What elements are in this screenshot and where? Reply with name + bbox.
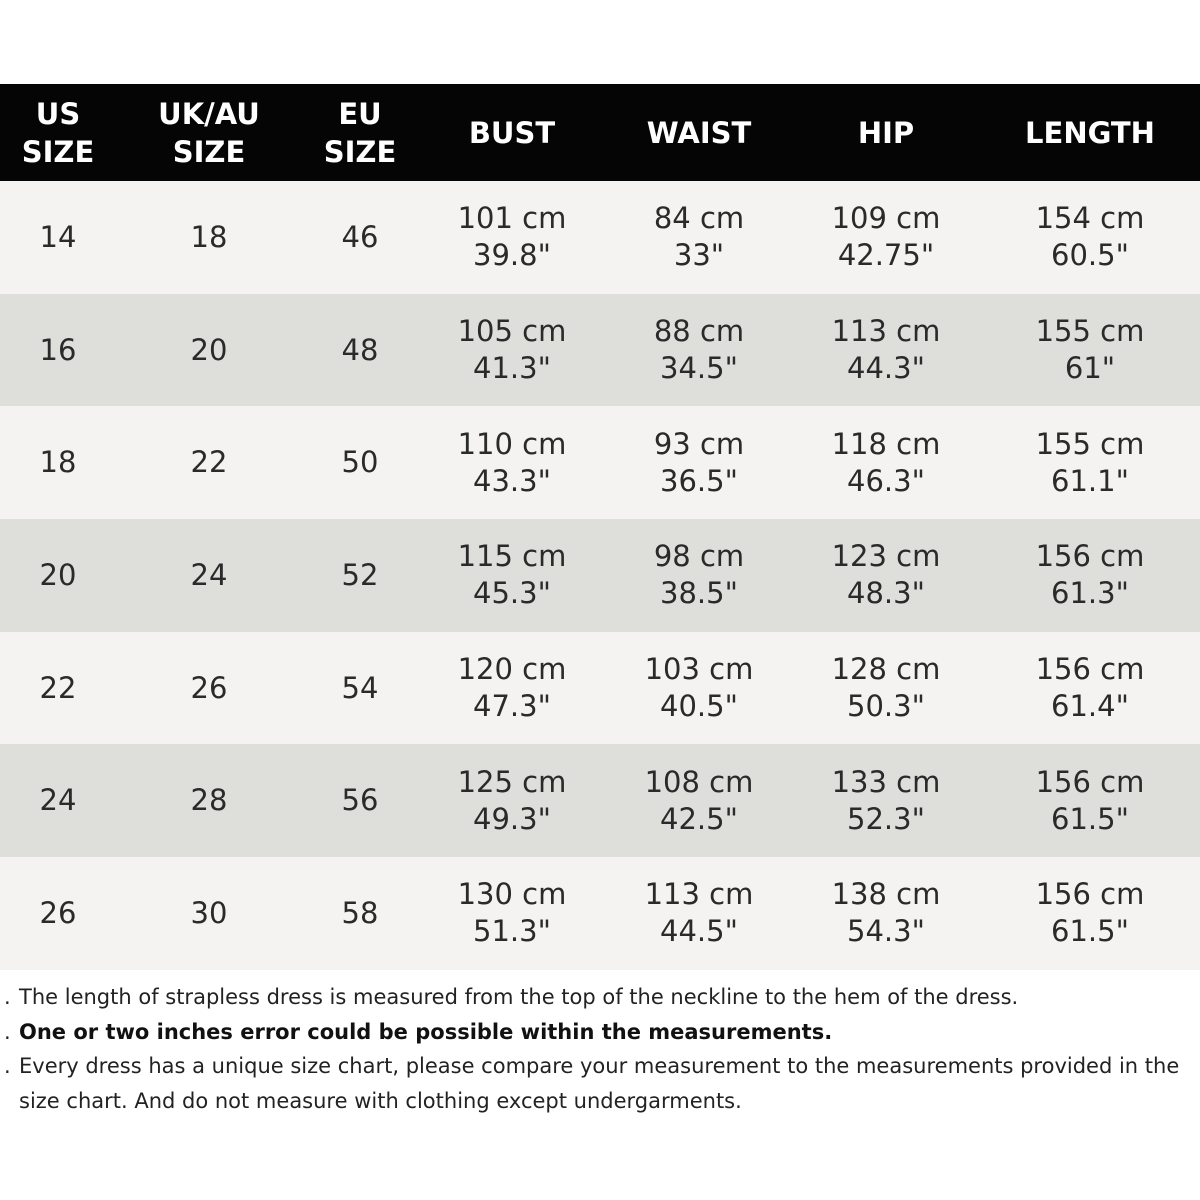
cell-length — [980, 294, 1200, 407]
note-item — [4, 980, 1184, 1015]
cell-hip — [792, 519, 980, 632]
header-waist: WAIST — [646, 115, 752, 150]
cell-waist — [606, 294, 792, 407]
cell-waist — [606, 744, 792, 857]
cell-us-size: 14 — [39, 219, 77, 254]
cell-eu-size: 46 — [341, 219, 379, 254]
table-row — [0, 181, 1200, 294]
cell-eu-size: 54 — [341, 670, 379, 705]
cell-waist-cm: 98 cm — [653, 539, 745, 574]
cell-uk-size: 30 — [190, 895, 228, 930]
cell-hip-inch: 44.3" — [847, 351, 925, 386]
cell-waist-inch: 42.5" — [660, 801, 738, 836]
cell-bust — [418, 632, 606, 745]
cell-eu-size: 58 — [341, 895, 379, 930]
cell-bust-cm: 120 cm — [457, 652, 567, 687]
cell-waist-inch: 36.5" — [660, 463, 738, 498]
cell-bust — [418, 406, 606, 519]
cell-us-size: 18 — [39, 445, 77, 480]
cell-bust — [418, 181, 606, 294]
header-us-size: US SIZE — [21, 96, 95, 169]
cell-hip-cm: 118 cm — [831, 426, 941, 461]
table-body — [0, 181, 1200, 970]
cell-length-inch: 60.5" — [1051, 238, 1129, 273]
cell-bust-cm: 110 cm — [457, 426, 567, 461]
cell-bust-cm: 101 cm — [457, 201, 567, 236]
table-row — [0, 406, 1200, 519]
cell-waist-inch: 40.5" — [660, 689, 738, 724]
cell-waist — [606, 632, 792, 745]
note-text: One or two inches error could be possible within the measurements. — [19, 1019, 833, 1044]
cell-us-size: 24 — [39, 783, 77, 818]
cell-bust-cm: 105 cm — [457, 314, 567, 349]
cell-uk-size: 22 — [190, 445, 228, 480]
cell-waist-cm: 103 cm — [644, 652, 754, 687]
cell-hip — [792, 294, 980, 407]
cell-bust-inch: 47.3" — [473, 689, 551, 724]
cell-length — [980, 744, 1200, 857]
cell-hip-cm: 133 cm — [831, 764, 941, 799]
cell-length — [980, 406, 1200, 519]
cell-eu-size: 50 — [341, 445, 379, 480]
header-uk-au-size: UK/AU SIZE — [158, 96, 260, 169]
cell-length-inch: 61" — [1064, 351, 1116, 386]
table-header-row — [0, 84, 1200, 181]
cell-waist-cm: 113 cm — [644, 877, 754, 912]
cell-hip — [792, 744, 980, 857]
cell-hip-cm: 128 cm — [831, 652, 941, 687]
table-row — [0, 744, 1200, 857]
cell-eu-size: 52 — [341, 557, 379, 592]
table-row — [0, 632, 1200, 745]
cell-waist — [606, 519, 792, 632]
cell-uk-size: 24 — [190, 557, 228, 592]
cell-length-cm: 156 cm — [1035, 877, 1145, 912]
cell-waist-cm: 84 cm — [653, 201, 745, 236]
cell-waist-inch: 38.5" — [660, 576, 738, 611]
cell-hip-cm: 109 cm — [831, 201, 941, 236]
size-chart-table — [0, 84, 1200, 970]
cell-length-cm: 154 cm — [1035, 201, 1145, 236]
cell-length-cm: 155 cm — [1035, 314, 1145, 349]
cell-us-size: 16 — [39, 332, 77, 367]
cell-hip — [792, 406, 980, 519]
cell-hip-inch: 42.75" — [837, 238, 935, 273]
cell-bust — [418, 519, 606, 632]
cell-eu-size: 56 — [341, 783, 379, 818]
cell-hip-inch: 54.3" — [847, 914, 925, 949]
bullet-icon: . — [4, 1054, 11, 1078]
cell-waist-cm: 88 cm — [653, 314, 745, 349]
cell-hip-inch: 46.3" — [847, 463, 925, 498]
cell-hip-cm: 138 cm — [831, 877, 941, 912]
header-bust: BUST — [468, 115, 556, 150]
cell-length-cm: 156 cm — [1035, 652, 1145, 687]
cell-bust-inch: 41.3" — [473, 351, 551, 386]
cell-length-cm: 155 cm — [1035, 426, 1145, 461]
cell-hip-inch: 50.3" — [847, 689, 925, 724]
cell-us-size: 26 — [39, 895, 77, 930]
cell-length-inch: 61.4" — [1051, 689, 1129, 724]
note-text: Every dress has a unique size chart, please compare your measurement to the measurements provided in the size chart. And do not measure with clothing except undergarments. — [19, 1054, 1180, 1113]
cell-hip — [792, 857, 980, 970]
cell-waist-cm: 93 cm — [653, 426, 745, 461]
bullet-icon: . — [4, 985, 11, 1009]
cell-uk-size: 26 — [190, 670, 228, 705]
header-length: LENGTH — [1025, 115, 1155, 150]
cell-bust-cm: 125 cm — [457, 764, 567, 799]
cell-bust-inch: 43.3" — [473, 463, 551, 498]
note-item — [4, 1015, 1184, 1050]
cell-length — [980, 181, 1200, 294]
cell-length — [980, 857, 1200, 970]
cell-bust-cm: 115 cm — [457, 539, 567, 574]
cell-hip — [792, 181, 980, 294]
cell-waist — [606, 857, 792, 970]
cell-eu-size: 48 — [341, 332, 379, 367]
cell-length-cm: 156 cm — [1035, 764, 1145, 799]
cell-uk-size: 28 — [190, 783, 228, 818]
cell-hip-inch: 52.3" — [847, 801, 925, 836]
cell-waist — [606, 181, 792, 294]
cell-bust — [418, 857, 606, 970]
cell-waist-cm: 108 cm — [644, 764, 754, 799]
cell-length-inch: 61.1" — [1051, 463, 1129, 498]
cell-us-size: 20 — [39, 557, 77, 592]
cell-bust — [418, 744, 606, 857]
cell-length-inch: 61.3" — [1051, 576, 1129, 611]
cell-length-inch: 61.5" — [1051, 801, 1129, 836]
cell-uk-size: 18 — [190, 219, 228, 254]
cell-hip-cm: 113 cm — [831, 314, 941, 349]
table-row — [0, 519, 1200, 632]
cell-us-size: 22 — [39, 670, 77, 705]
cell-uk-size: 20 — [190, 332, 228, 367]
cell-bust-inch: 49.3" — [473, 801, 551, 836]
cell-length-inch: 61.5" — [1051, 914, 1129, 949]
note-item — [4, 1049, 1184, 1118]
table-row — [0, 294, 1200, 407]
cell-waist-inch: 44.5" — [660, 914, 738, 949]
header-hip: HIP — [857, 115, 915, 150]
cell-bust-inch: 39.8" — [473, 238, 551, 273]
cell-waist-inch: 33" — [673, 238, 725, 273]
cell-hip-inch: 48.3" — [847, 576, 925, 611]
cell-length — [980, 519, 1200, 632]
cell-bust — [418, 294, 606, 407]
notes-list — [4, 980, 1184, 1118]
cell-hip-cm: 123 cm — [831, 539, 941, 574]
cell-length-cm: 156 cm — [1035, 539, 1145, 574]
cell-bust-cm: 130 cm — [457, 877, 567, 912]
cell-bust-inch: 51.3" — [473, 914, 551, 949]
cell-bust-inch: 45.3" — [473, 576, 551, 611]
cell-hip — [792, 632, 980, 745]
table-row — [0, 857, 1200, 970]
cell-waist — [606, 406, 792, 519]
header-eu-size: EU SIZE — [323, 96, 397, 169]
bullet-icon: . — [4, 1019, 11, 1044]
cell-waist-inch: 34.5" — [660, 351, 738, 386]
note-text: The length of strapless dress is measured from the top of the neckline to the hem of the dress. — [19, 985, 1019, 1009]
cell-length — [980, 632, 1200, 745]
